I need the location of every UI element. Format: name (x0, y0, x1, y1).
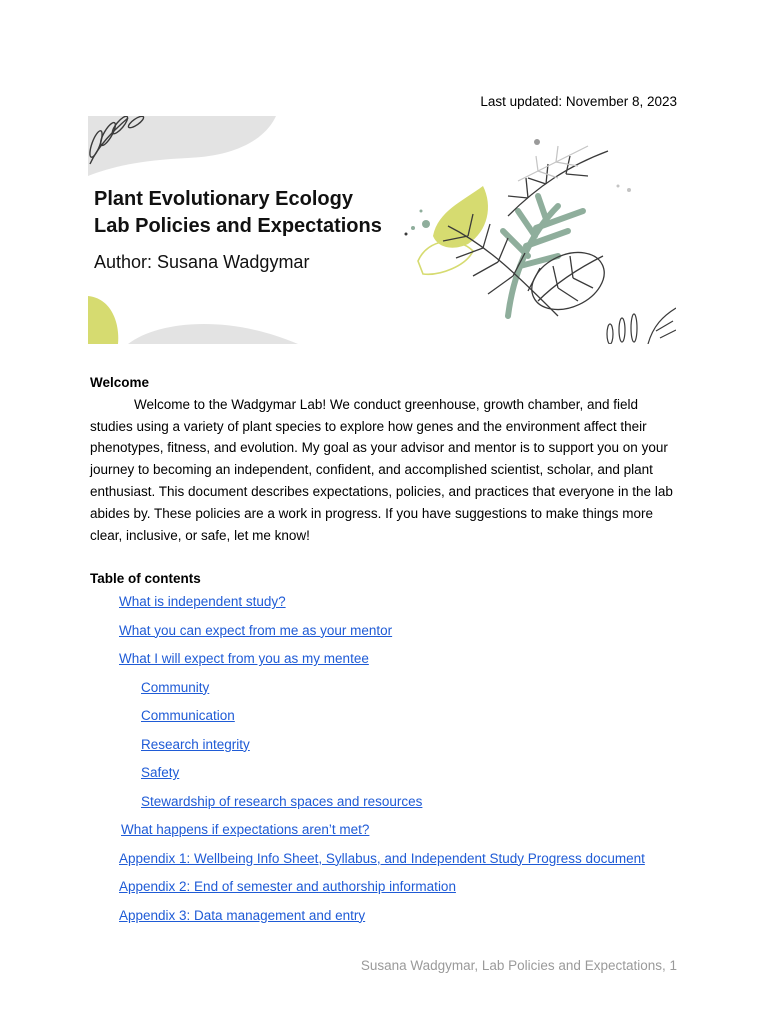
toc-link[interactable]: Safety (141, 765, 180, 781)
small-fern-icon (607, 308, 676, 344)
toc-item-expectations-not-met (90, 819, 680, 848)
page-footer: Susana Wadgymar, Lab Policies and Expectations, 1 (360, 958, 677, 973)
toc-link[interactable]: Appendix 3: Data management and entry (119, 907, 366, 923)
toc-link[interactable]: Appendix 2: End of semester and authorship information (119, 879, 456, 895)
toc-item-expect-from-me (90, 620, 680, 649)
botanical-illustration-icon (405, 139, 632, 321)
title-banner (88, 116, 676, 344)
toc-item-stewardship (90, 791, 680, 820)
table-of-contents (90, 591, 680, 933)
banner-author: Author: Susana Wadgymar (94, 252, 310, 272)
last-updated: Last updated: November 8, 2023 (480, 94, 677, 109)
toc-link[interactable]: What is independent study? (119, 594, 286, 610)
welcome-paragraph: Welcome to the Wadgymar Lab! We conduct greenhouse, growth chamber, and field studies using a variety of plant species to explore how genes and the environment affect their phenotypes, fitness, and evolution. My goal as your advisor and mentor is to support you on your journey to becoming an independent, confident, and accomplished scientist, scholar, and plant enthusiast. This document describes expectations, policies, and practices that everyone in the lab abides by. These policies are a work in progress. If you have suggestions to make things more clear, inclusive, or safe, let me know! (90, 396, 673, 543)
toc-item-appendix-3 (90, 905, 680, 934)
toc-link[interactable]: What I will expect from you as my mentee (119, 651, 369, 667)
toc-item-research-integrity (90, 734, 680, 763)
toc-item-expect-from-you (90, 648, 680, 677)
toc-heading: Table of contents (90, 571, 201, 587)
toc-item-independent-study (90, 591, 680, 620)
toc-item-safety (90, 762, 680, 791)
yellow-semicircle-shape (88, 296, 118, 344)
toc-link[interactable]: Stewardship of research spaces and resources (141, 793, 423, 809)
toc-link[interactable]: What you can expect from me as your mentor (119, 622, 393, 638)
welcome-heading: Welcome (90, 375, 150, 390)
toc-item-communication (90, 705, 680, 734)
banner-title-line1: Plant Evolutionary Ecology (94, 188, 353, 210)
toc-item-appendix-2 (90, 876, 680, 905)
toc-link[interactable]: What happens if expectations aren’t met? (121, 822, 370, 838)
toc-link[interactable]: Communication (141, 708, 235, 724)
toc-link[interactable]: Research integrity (141, 736, 250, 752)
banner-title-line2: Lab Policies and Expectations (94, 215, 382, 237)
toc-link[interactable]: Appendix 1: Wellbeing Info Sheet, Syllabus, and Independent Study Progress document (119, 850, 645, 866)
toc-item-community (90, 677, 680, 706)
toc-item-appendix-1 (90, 848, 680, 877)
banner-title (94, 186, 382, 240)
toc-link[interactable]: Community (141, 679, 210, 695)
bottom-blob-shape (128, 324, 298, 344)
document-body (90, 372, 680, 933)
